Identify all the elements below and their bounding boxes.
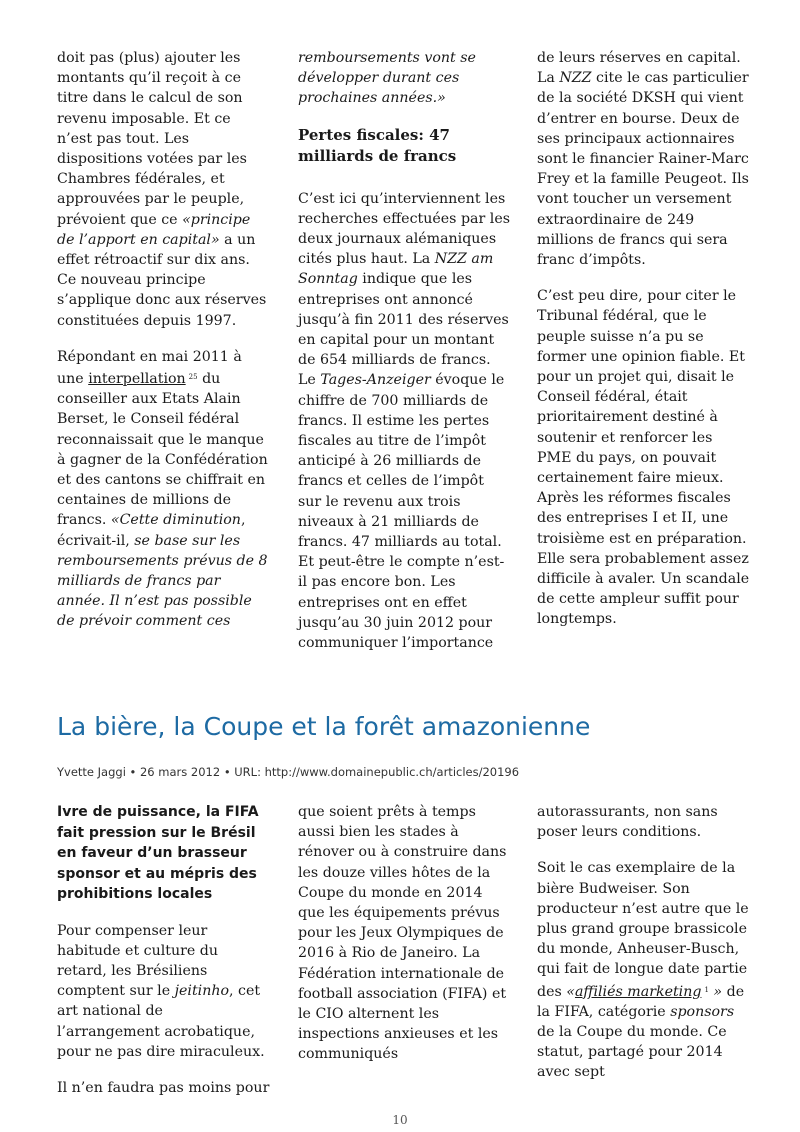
paragraph: Soit le cas exemplaire de la bière Budweiser. Son producteur n’est autre que le plus grand groupe brassicole du monde, Anheuser-Busch, qui fait de longue date partie des «affiliés marketing $^1$ » de la FIFA, catégorie sponsors de la Coupe du monde. Ce statut, partagé pour 2014 avec sept	[537, 860, 749, 1081]
upper-column-3	[537, 48, 750, 646]
paragraph: remboursements vont se développer durant ces prochaines années.»	[298, 50, 476, 107]
paragraph: C’est peu dire, pour citer le Tribunal fédéral, que le peuple suisse n’a pu se former une opinion fiable. Et pour un projet qui, disait le Conseil fédéral, était prioritairement destiné à soutenir et renforcer les PME du pays, on pouvait certainement faire mieux. Après les réformes fiscales des entreprises I et II, une troisième est en préparation. Elle sera probablement assez difficile à avaler. Un scandale de cette ampleur suffit pour longtemps.	[537, 288, 750, 628]
paragraph: autorassurants, non sans poser leurs conditions.	[537, 804, 718, 841]
paragraph: C’est ici qu’interviennent les recherches effectuées par les deux journaux alémaniques cités plus haut. La NZZ am Sonntag indique que les entreprises ont annoncé jusqu’à fin 2011 des réserves en capital pour un montant de 654 milliards de francs. Le Tages-Anzeiger évoque le chiffre de 700 milliards de francs. Il estime les pertes fiscales au titre de l’impôt anticipé à 26 milliards de francs et celles de l’impôt sur le revenu aux trois niveaux à 21 milliards de francs. 47 milliards au total. Et peut-être le compte n’est-il pas encore bon. Les entreprises ont en effet jusqu’au 30 juin 2012 pour communiquer l’importance	[298, 190, 510, 652]
paragraph: doit pas (plus) ajouter les montants qu’il reçoit à ce titre dans le calcul de son revenu imposable. Et ce n’est pas tout. Les dispositions votées par les Chambres fédérales, et approuvées par le peuple, prévoient que ce «principe de l’apport en capital» a un effet rétroactif sur dix ans. Ce nouveau principe s’applique donc aux réserves constituées depuis 1997.	[57, 50, 267, 329]
article-title: La bière, la Coupe et la forêt amazonienne	[57, 712, 591, 741]
paragraph: que soient prêts à temps aussi bien les stades à rénover ou à construire dans les douze villes hôtes de la Coupe du monde en 2014 que les équipements prévus pour les Jeux Olympiques de 2016 à Rio de Janeiro. La Fédération internationale de football association (FIFA) et le CIO alternent les inspections anxieuses et les communiqués	[298, 804, 507, 1063]
upper-column-2	[298, 48, 511, 669]
paragraph: Répondant en mai 2011 à une interpellation $^{25}$ du conseiller aux Etats Alain Berset, le Conseil fédéral reconnaissait que le manque à gagner de la Confédération et des cantons se chiffrait en centaines de millions de francs. «Cette diminution, écrivait-il, se base sur les remboursements prévus de 8 milliards de francs par année. Il n’est pas possible de prévoir comment ces	[57, 348, 268, 630]
upper-column-1	[57, 48, 270, 648]
page-number: 10	[392, 1113, 408, 1127]
interpellation-link[interactable]: interpellation	[88, 371, 186, 388]
article-column-2	[298, 802, 511, 1081]
paragraph: Il n’en faudra pas moins pour	[57, 1079, 270, 1096]
footnote-ref[interactable]: 25	[188, 373, 198, 382]
article-lead: Ivre de puissance, la FIFA fait pression sur le Brésil en faveur d’un brasseur sponsor et au mépris des prohibitions locales	[57, 804, 259, 902]
affilies-marketing-link[interactable]: affiliés marketing	[574, 983, 702, 1000]
footnote-ref[interactable]: 1	[704, 985, 709, 994]
article-column-3	[537, 802, 750, 1099]
article-column-1	[57, 802, 270, 1114]
paragraph: de leurs réserves en capital. La NZZ cite le cas particulier de la société DKSH qui vient d’entrer en bourse. Deux de ses principaux actionnaires sont le financier Rainer-Marc Frey et la famille Peugeot. Ils vont toucher un versement extraordinaire de 249 millions de francs qui sera franc d’impôts.	[537, 50, 749, 269]
article-byline: Yvette Jaggi • 26 mars 2012 • URL: http://www.domainepublic.ch/articles/20196	[57, 765, 520, 779]
paragraph: Pour compenser leur habitude et culture du retard, les Brésiliens comptent sur le jeitinho, cet art national de l’arrangement acrobatique, pour ne pas dire miraculeux.	[57, 922, 265, 1060]
section-heading: Pertes fiscales: 47 milliards de francs	[298, 125, 457, 165]
